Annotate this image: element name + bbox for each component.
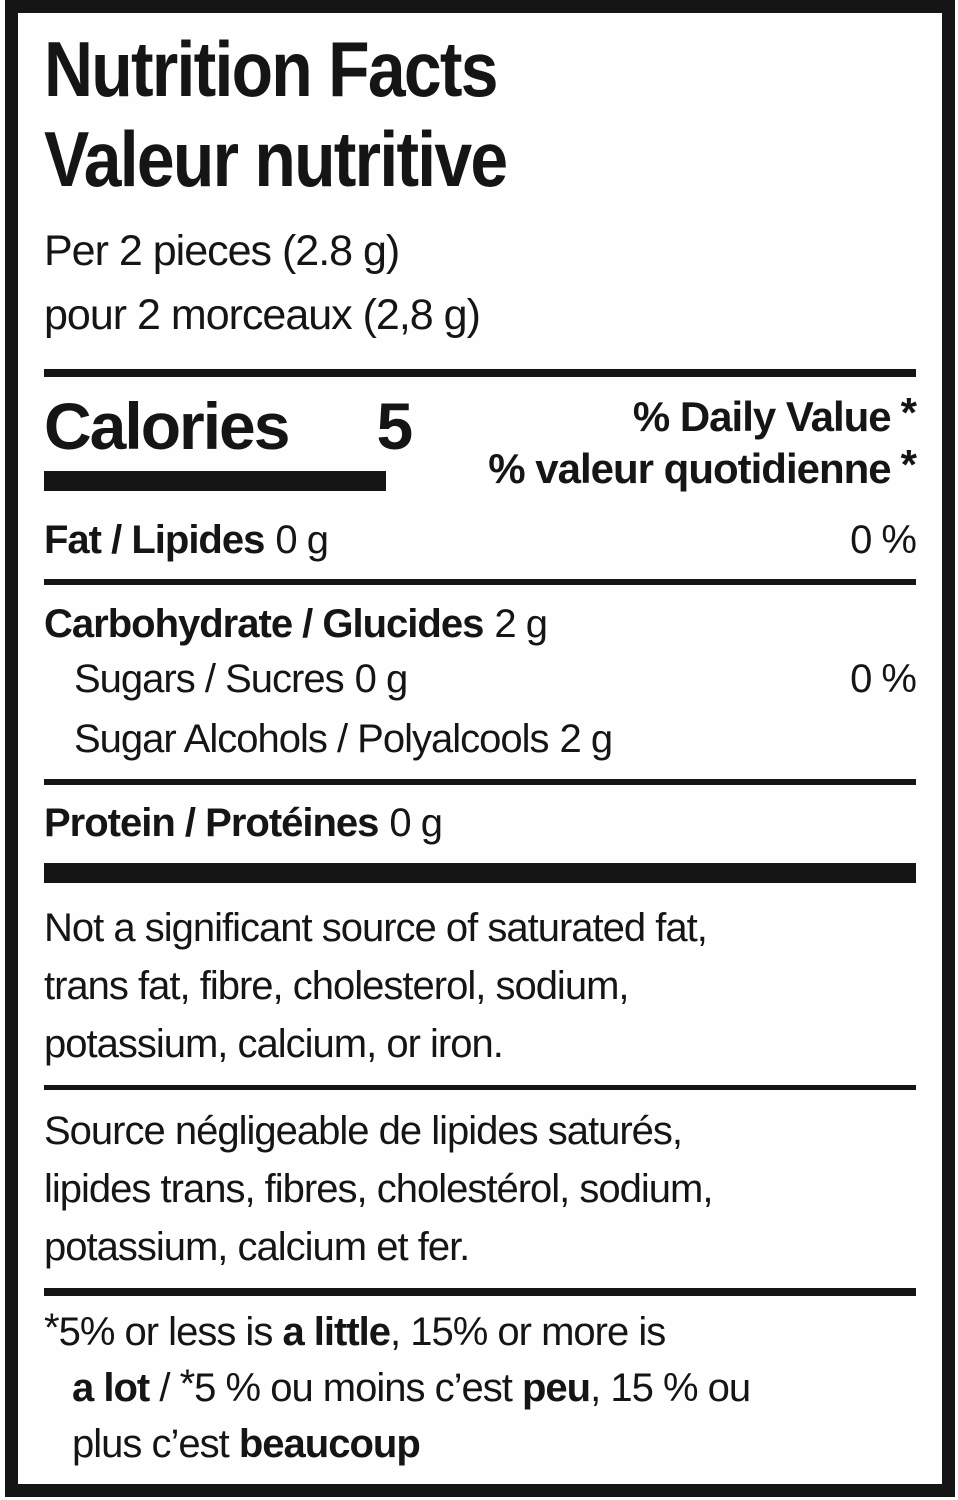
asterisk-icon: * [44, 1306, 59, 1350]
carbohydrate-amount: 2 g [494, 602, 547, 646]
fat-daily-value: 0 % [850, 518, 916, 562]
footnote-line-1 [44, 1304, 916, 1360]
footnote-a-little: a little [282, 1310, 391, 1354]
row-carbohydrate [44, 599, 916, 649]
carbohydrate-name [44, 599, 547, 649]
divider-thick-top [44, 369, 916, 377]
calories-line [44, 389, 411, 463]
footnote-text: , 15 % ou [590, 1366, 751, 1410]
title-en: Nutrition Facts [44, 25, 497, 113]
carbohydrate-label: Carbohydrate / Glucides [44, 602, 484, 646]
not-significant-fr-line: potassium, calcium et fer. [44, 1225, 470, 1269]
footnote-text: plus c’est [72, 1422, 239, 1466]
footnote-text: 5% or less is [58, 1310, 283, 1354]
footnote-line-2 [44, 1360, 916, 1416]
sugars-label: Sugars / Sucres [74, 657, 344, 701]
not-significant-en-line: Not a significant source of saturated fat, [44, 906, 707, 950]
divider-after-fat [44, 579, 916, 585]
row-fat [44, 515, 916, 565]
daily-value-text-fr: % valeur quotidienne [488, 445, 891, 492]
fat-label: Fat / Lipides [44, 518, 265, 562]
asterisk-icon: * [900, 388, 916, 436]
footnote-text: / [149, 1366, 180, 1410]
protein-name [44, 797, 442, 849]
daily-value-header-en [488, 388, 916, 443]
row-sugars [44, 649, 916, 709]
sugars-amount: 0 g [354, 657, 408, 701]
sugar-alcohols-label: Sugar Alcohols / Polyalcools [74, 717, 549, 761]
calories-block [44, 389, 411, 491]
asterisk-icon: * [900, 440, 916, 488]
serving-size-en: Per 2 pieces (2.8 g) [44, 227, 400, 275]
sugar-alcohols-name [74, 709, 612, 769]
row-sugar-alcohols [44, 709, 916, 769]
footnote-text: , 15% or more is [390, 1310, 666, 1354]
divider-before-footnote [44, 1288, 916, 1296]
sugars-daily-value: 0 % [850, 657, 916, 701]
daily-value-header [488, 388, 916, 495]
not-significant-en-line: potassium, calcium, or iron. [44, 1022, 503, 1066]
divider-after-carbohydrate [44, 779, 916, 785]
divider-thick-after-protein [44, 863, 916, 883]
protein-amount: 0 g [389, 801, 443, 845]
not-significant-en [44, 899, 916, 1073]
title-fr: Valeur nutritive [44, 115, 507, 203]
not-significant-fr-line: Source négligeable de lipides saturés, [44, 1109, 682, 1153]
footnote-peu: peu [521, 1366, 591, 1410]
fat-amount: 0 g [275, 518, 328, 562]
not-significant-en-line: trans fat, fibre, cholesterol, sodium, [44, 964, 629, 1008]
nutrition-label [5, 0, 955, 1497]
protein-label: Protein / Protéines [44, 801, 379, 845]
footnote-beaucoup: beaucoup [238, 1422, 420, 1466]
calories-value: 5 [376, 389, 412, 463]
calories-label: Calories [44, 389, 289, 463]
footnote-line-3 [44, 1416, 916, 1472]
daily-value-header-fr [488, 440, 916, 495]
footnote [44, 1304, 916, 1472]
footnote-a-lot: a lot [72, 1366, 150, 1410]
serving-size-fr: pour 2 morceaux (2,8 g) [44, 291, 480, 339]
calories-underline-bar [44, 471, 386, 491]
calories-section [44, 389, 916, 495]
asterisk-icon: * [179, 1362, 195, 1406]
fat-name [44, 515, 328, 565]
row-protein [44, 797, 916, 849]
not-significant-fr [44, 1102, 916, 1276]
not-significant-fr-line: lipides trans, fibres, cholestérol, sodium, [44, 1167, 713, 1211]
footnote-text: 5 % ou moins c’est [194, 1366, 522, 1410]
divider-between-languages [44, 1085, 916, 1090]
daily-value-text-en: % Daily Value [632, 393, 891, 440]
sugar-alcohols-amount: 2 g [559, 717, 613, 761]
sugars-name [74, 649, 407, 709]
